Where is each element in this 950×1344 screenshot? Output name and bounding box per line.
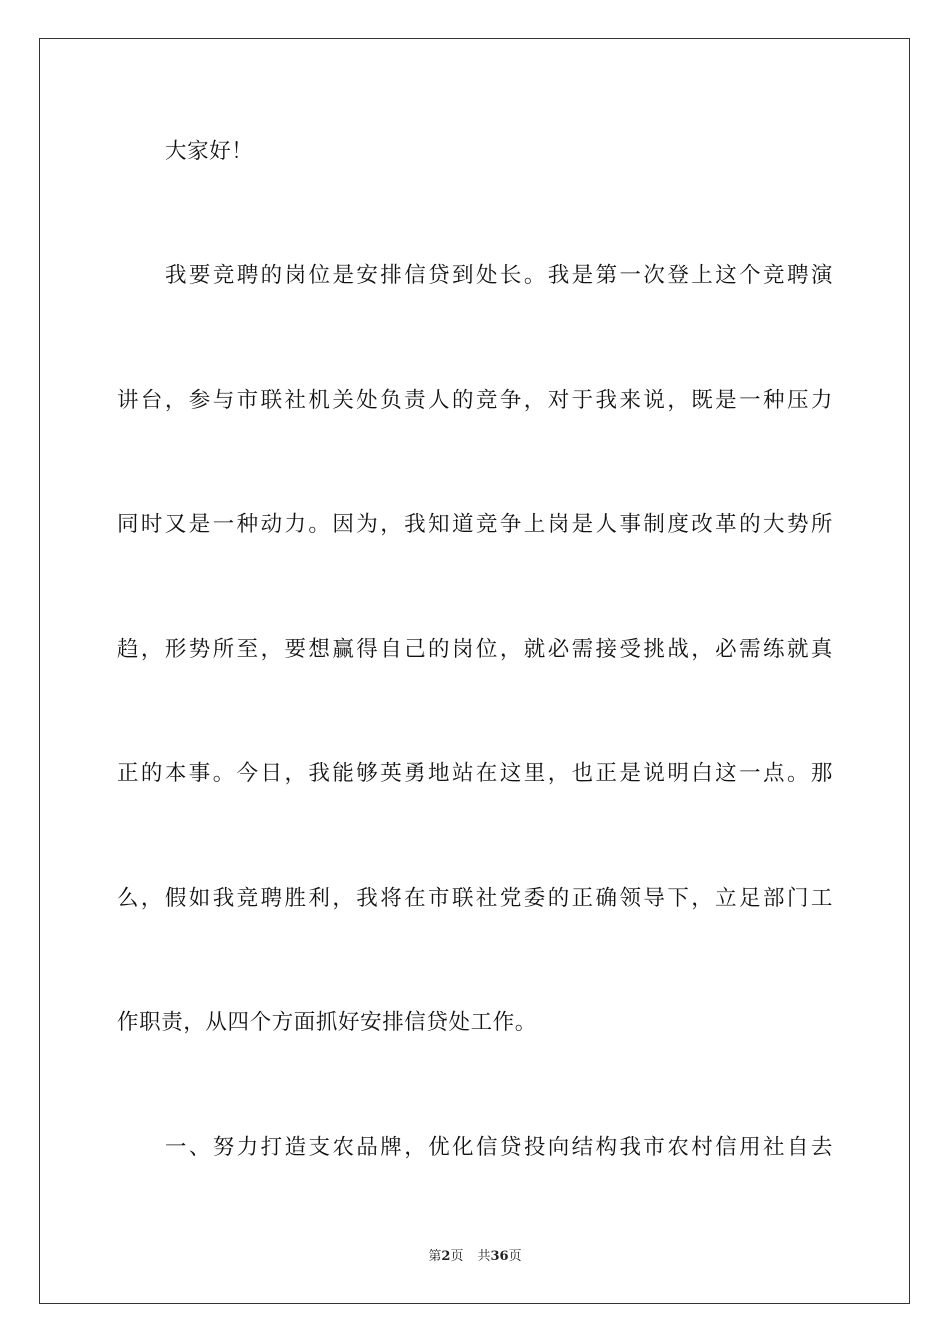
paragraph-line: 一、努力打造支农品牌，优化信贷投向结构我市农村信用社自去: [165, 1135, 833, 1160]
paragraph-line: 么，假如我竞聘胜利，我将在市联社党委的正确领导下，立足部门工: [117, 886, 833, 911]
paragraph-line: 讲台，参与市联社机关处负责人的竞争，对于我来说，既是一种压力: [117, 388, 833, 413]
page-prefix: 第: [428, 1249, 442, 1264]
paragraph-line: 趋，形势所至，要想赢得自己的岗位，就必需接受挑战，必需练就真: [117, 637, 833, 662]
page-footer: [0, 1248, 950, 1266]
paragraph-line: 正的本事。今日，我能够英勇地站在这里，也正是说明白这一点。那: [117, 761, 833, 786]
page-suffix: 页: [450, 1249, 464, 1264]
greeting-line: 大家好！: [165, 139, 254, 164]
paragraph-line: 我要竞聘的岗位是安排信贷到处长。我是第一次登上这个竞聘演: [165, 263, 833, 288]
total-suffix: 页: [508, 1249, 522, 1264]
page-number: 2: [441, 1249, 451, 1264]
total-prefix: 共: [477, 1249, 491, 1264]
total-pages: 36: [490, 1249, 509, 1264]
page-border: [39, 38, 910, 1304]
paragraph-line: 同时又是一种动力。因为，我知道竞争上岗是人事制度改革的大势所: [117, 512, 833, 537]
paragraph-line: 作职责，从四个方面抓好安排信贷处工作。: [117, 1010, 537, 1035]
